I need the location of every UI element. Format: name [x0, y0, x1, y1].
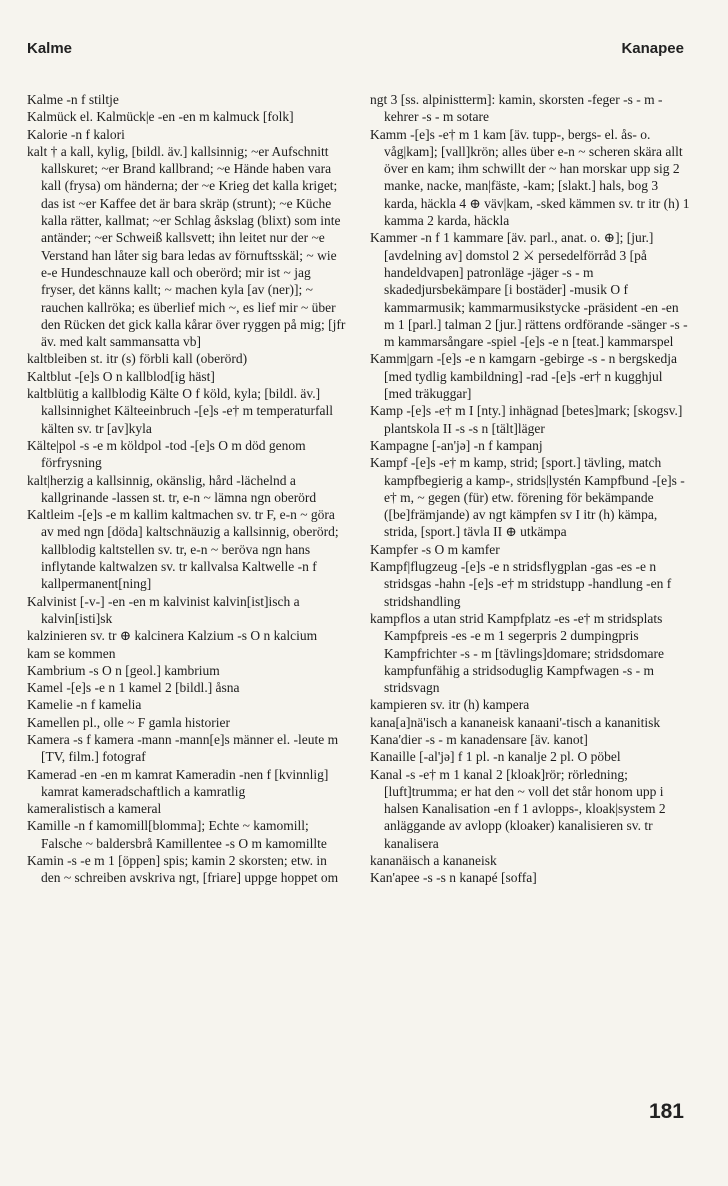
entry-kammer: Kammer -n f 1 kammare [äv. parl., anat. o. ⊕]; [jur.] [avdelning av] domstol 2 ⚔ persedelförråd 3 [på handeldvapen] patronläge -jäger -s - m skadedjursbekämpare [i bostäder] -musik O f kammarmusik; kammarmusikstycke -präsident -en -en m 1 [parl.] talman 2 [jur.] rättens ordförande -sänger -s - m kammarsångare -spiel -[e]s -e n [teat.] kammarspel — [370, 230, 688, 350]
entry-kalvinist: Kalvinist [-v-] -en -en m kalvinist kalvin[ist]isch a kalvin[isti]sk — [27, 593, 300, 626]
entry-kamin-cont: ngt 3 [ss. alpinistterm]: kamin, skorsten -feger -s - m -kehrer -s - m sotare — [370, 92, 663, 125]
entry-kaltblut: Kaltblut -[e]s O n kallblod[ig häst] — [27, 368, 215, 384]
page-number: 181 — [648, 1100, 684, 1123]
entry-kamerad: Kamerad -en -en m kamrat Kameradin -nen f [kvinnlig] kamrat kameradschaftlich a kamratlig — [27, 766, 329, 799]
entry-kamp: Kamp -[e]s -e† m I [nty.] inhägnad [betes]mark; [skogsv.] plantskola II -s -s n [tält]läger — [370, 403, 683, 436]
entry-kambrium: Kambrium -s O n [geol.] kambrium — [27, 662, 220, 678]
entry-kampfflugzeug: Kampf|flugzeug -[e]s -e n stridsflygplan -gas -es -e n stridsgas -hahn -[e]s -e† m stridstupp -handlung -en f stridshandling — [370, 559, 672, 609]
entry-kamellen: Kamellen pl., olle ~ F gamla historier — [27, 714, 231, 730]
entry-kananaeisch: kananäisch a kananeisk — [370, 853, 497, 869]
running-head-left: Kalme — [27, 40, 73, 57]
entry-kanadier: Kana'dier -s - m kanadensare [äv. kanot] — [370, 731, 588, 747]
entry-kammgarn: Kamm|garn -[e]s -e n kamgarn -gebirge -s - n bergskedja [med tydlig kambildning] -rad -[e]s -er† n kugghjul [med träkuggar] — [370, 351, 677, 402]
entry-kalme: Kalme -n f stiltje — [27, 92, 119, 107]
entry-kamelie: Kamelie -n f kamelia — [27, 697, 142, 713]
entry-kaltleim: Kaltleim -[e]s -e m kallim kaltmachen sv. tr F, e-n ~ göra av med ngn [döda] kaltschnäuzig a kallsinnig, oberörd; kallblodig kaltstellen sv. tr, e-n ~ beröva ngn hans inflytande kaltwalzen sv. tr kallvalsa Kaltwelle -n f kallpermanent[ning] — [27, 507, 339, 592]
entry-kampfer: Kampfer -s O m kamfer — [370, 541, 500, 557]
entry-kaeltepol: Kälte|pol -s -e m köldpol -tod -[e]s O m död genom förfrysning — [27, 437, 306, 471]
entry-kaltbluetig: kaltblütig a kallblodig Kälte O f köld, kyla; [bildl. äv.] kallsinnighet Kälteeinbruch -[e]s -e† m temperaturfall kälten sv. tr [av]kyla — [27, 386, 334, 436]
running-head-right: Kanapee — [621, 40, 684, 57]
entry-kamm: Kamm -[e]s -e† m 1 kam [äv. tupp-, bergs- el. ås- o. våg|kam]; [vall]krön; alles über e-n ~ scheren skära allt över en kam; ihm schwillt der ~ han morskar upp sig 2 manke, nacke, man|fäste, -kam; [slakt.] hals, bog 3 karda, häckla 4 ⊕ väv|kam, -sked kämmen sv. tr itr (h) 1 kamma 2 karda, häckla — [370, 126, 690, 229]
entry-kamin: Kamin -s -e m 1 [öppen] spis; kamin 2 skorsten; etw. in den ~ schreiben avskriva ngt, [friare] uppge hoppet om — [27, 853, 339, 886]
entry-kameralistisch: kameralistisch a kameral — [27, 801, 162, 817]
entry-kampieren: kampieren sv. itr (h) kampera — [370, 697, 530, 713]
entry-kampf: Kampf -[e]s -e† m kamp, strid; [sport.] tävling, match kampfbegierig a kamp-, strids|lystén Kampfbund -[e]s -e† m, ~ gegen (für) etw. förening för bekämpande ([be]främjande) av ngt kämpfen sv I itr (h) kämpa, strida, [sport.] tävla II ⊕ utkämpa — [370, 455, 685, 540]
entry-kanaille: Kanaille [-al'jə] f 1 pl. -n kanalje 2 pl. O pöbel — [370, 749, 621, 765]
entry-kalzinieren: kalzinieren sv. tr ⊕ kalcinera Kalzium -s O n kalcium — [27, 628, 318, 644]
entry-kamera: Kamera -s f kamera -mann -mann[e]s männer el. -leute m [TV, film.] fotograf — [27, 731, 339, 765]
left-column — [27, 91, 347, 887]
right-column — [370, 91, 692, 887]
entry-kamille: Kamille -n f kamomill[blomma]; Echte ~ kamomill; Falsche ~ baldersbrå Kamillentee -s O m kamomillte — [27, 818, 327, 851]
entry-kampflos: kampflos a utan strid Kampfplatz -es -e† m stridsplats Kampfpreis -es -e m 1 segerpris 2 dumpingpris Kampfrichter -s - m [tävlings]domare; stridsdomare kampfunfähig a stridsoduglig Kampfwagen -s - m stridsvagn — [370, 610, 665, 696]
entry-kanapee: Kan'apee -s -s n kanapé [soffa] — [370, 870, 537, 886]
entry-kam: kam se kommen — [27, 645, 116, 661]
entry-kanal: Kanal -s -e† m 1 kanal 2 [kloak]rör; rörledning; [luft]trumma; er hat den ~ voll det står honom upp i halsen Kanalisation -en f 1 avlopps-, kloak|system 2 anläggande av avlopp (kloaker) kanalisieren sv. tr kanalisera — [370, 766, 666, 851]
entry-kaltherzig: kalt|herzig a kallsinnig, okänslig, hård -lächelnd a kallgrinande -lassen st. tr, e-n ~ lämna ngn oberörd — [27, 472, 317, 505]
entry-kalmueck: Kalmück el. Kalmück|e -en -en m kalmuck [folk] — [27, 109, 294, 125]
entry-kalt: kalt † a kall, kylig, [bildl. äv.] kallsinnig; ~er Aufschnitt kallskuret; ~er Brand kallbrand; ~e Hände haben vara kall (frysa) om händerna; der ~e Krieg det kalla kriget; das ist ~er Kaffee det är bara skräp (strunt); ~e Küche kalla rätter, kallmat; ~er Schlag åskslag (blixt) som inte antänder; ~er Schweiß kallsvett; ihn leitet nur der ~e Verstand han låter sig bara ledas av förnuftsskäl; ~ wie e-e Hundeschnauze kall och oberörd; mir ist ~ jag fryser, det känns kallt; ~ machen kyla [av (ner)]; ~ rauchen kallröka; es überlief mich ~, es lief mir ~ über den Rücken det gick kalla kårar över ryggen på mig; [jfr äv. med kalt sammansatta vb] — [27, 143, 346, 350]
entry-kampagne: Kampagne [-an'jə] -n f kampanj — [370, 437, 543, 453]
entry-kaltbleiben: kaltbleiben st. itr (s) förbli kall (oberörd) — [27, 351, 248, 367]
entry-kalorie: Kalorie -n f kalori — [27, 126, 125, 142]
entry-kanaanaeisch: kana[a]nä'isch a kananeisk kanaani'-tisch a kananitisk — [370, 714, 661, 730]
entry-kamel: Kamel -[e]s -e n 1 kamel 2 [bildl.] åsna — [27, 680, 240, 696]
